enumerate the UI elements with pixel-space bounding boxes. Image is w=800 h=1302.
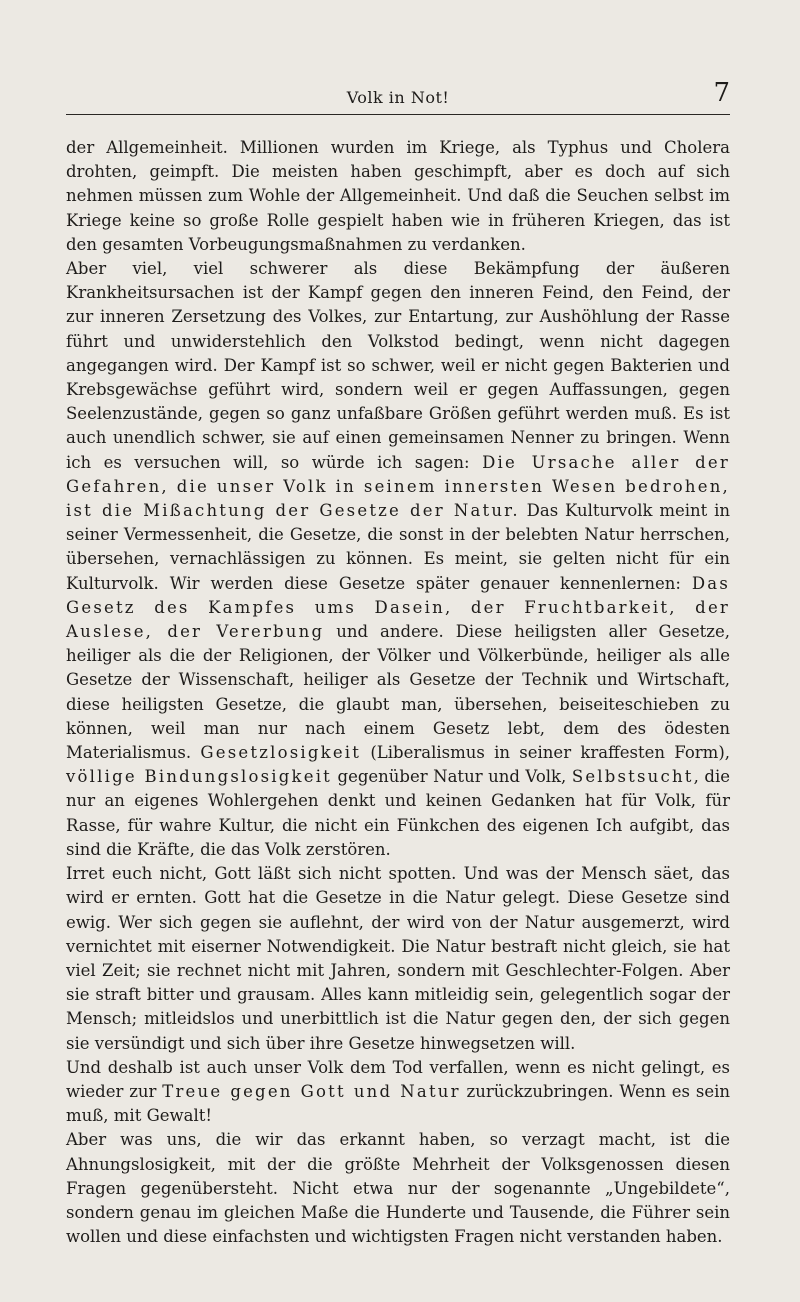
text-segment: Aber was uns, die wir das erkannt haben, so verzagt macht, ist die Ahnungslosigkeit, mit der die größte Mehrheit der Volksgenossen diesen Fragen gegenübersteht. Nicht etwa nur der sogenannte „Ungebildete“, sondern genau im gleichen Maße die Hunderte und Tausende, die Führer sein wollen und diese einfachsten und wichtigsten Fragen nicht verstanden haben. — [66, 1130, 730, 1247]
page-header — [66, 74, 730, 115]
emphasized-phrase: Treue gegen Gott und Natur — [162, 1081, 461, 1101]
body-text — [66, 136, 730, 1249]
text-segment: Das Kulturvolk meint in seiner Vermessenheit, die Gesetze, die sonst in der belebten Natur herrschen, übersehen, vernachlässigen zu können. Es meint, sie gelten nicht für ein Kulturvolk. Wir werden diese Gesetze später genauer kennenlernen: — [66, 501, 730, 593]
page-number: 7 — [713, 78, 730, 108]
running-title: Volk in Not! — [346, 88, 450, 107]
paragraph — [66, 1056, 730, 1129]
paragraph — [66, 257, 730, 862]
text-segment: gegenüber Natur und Volk, — [332, 767, 572, 787]
emphasized-phrase: völlige Bindungslosigkeit — [66, 767, 332, 787]
text-segment: Und deshalb ist auch unser Volk dem Tod verfallen, wenn es nicht gelingt, es wieder zur — [66, 1057, 730, 1101]
text-segment: zurückzubringen. Wenn es sein muß, mit Gewalt! — [66, 1081, 730, 1126]
emphasized-phrase: Selbstsucht — [571, 767, 694, 787]
paragraph — [66, 136, 730, 257]
paragraph — [66, 1128, 730, 1249]
text-segment: Irret euch nicht, Gott läßt sich nicht spotten. Und was der Mensch säet, das wird er ernten. Gott hat die Gesetze in die Natur gelegt. Diese Gesetze sind ewig. Wer sich gegen sie auflehnt, der wird von der Natur ausgemerzt, wird vernichtet mit eiserner Notwendigkeit. Die Natur bestraft nicht gleich, sie hat viel Zeit; sie rechnet nicht mit Jahren, sondern mit Geschlechter-Folgen. Aber sie straft bitter und grausam. Alles kann mitleidig sein, gelegentlich sogar der Mensch; mitleidslos und unerbittlich ist die Natur gegen den, der sich gegen sie versündigt und sich über ihre Gesetze hinwegsetzen will. — [66, 864, 730, 1053]
text-segment: , die nur an eigenes Wohlergehen denkt und keinen Gedanken hat für Volk, für Rasse, für wahre Kultur, die nicht ein Fünkchen des eigenen Ich aufgibt, das sind die Kräfte, die das Volk zerstören. — [66, 767, 730, 859]
text-segment: der Allgemeinheit. Millionen wurden im Kriege, als Typhus und Cholera drohten, geimpft. Die meisten haben geschimpft, aber es doch auf sich nehmen müssen zum Wohle der Allgemeinheit. Und daß die Seuchen selbst im Kriege keine so große Rolle gespielt haben wie in früheren Kriegen, das ist den gesamten Vorbeugungsmaßnahmen zu verdanken. — [66, 138, 730, 254]
paragraph — [66, 862, 730, 1056]
text-segment: Aber viel, viel schwerer als diese Bekämpfung der äußeren Krankheitsursachen ist der Kampf gegen den inneren Feind, den Feind, der zur inneren Zersetzung des Volkes, zur Entartung, zur Aushöhlung der Rasse führt und unwiderstehlich den Volkstod bedingt, wenn nicht dagegen angegangen wird. Der Kampf ist so schwer, weil er nicht gegen Bakterien und Krebsgewächse geführt wird, sondern weil er gegen Auffassungen, gegen Seelenzustände, gegen so ganz unfaßbare Größen geführt werden muß. Es ist auch unendlich schwer, sie auf einen gemeinsamen Nenner zu bringen. Wenn ich es versuchen will, so würde ich sagen: — [66, 259, 730, 472]
emphasized-phrase: Das Gesetz des Kampfes ums Dasein, der Fruchtbarkeit, der Auslese, der Vererbung — [66, 573, 730, 642]
emphasized-phrase: Gesetzlosigkeit — [200, 743, 362, 763]
emphasized-phrase: Die Ursache aller der Gefahren, die unser Volk in seinem innersten Wesen bedrohen, ist die Mißachtung der Gesetze der Natur. — [66, 452, 730, 521]
text-segment: (Liberalismus in seiner kraffesten Form), — [361, 743, 730, 763]
text-segment: und andere. Diese heiligsten aller Gesetze, heiliger als die der Religionen, der Völker und Völkerbünde, heiliger als alle Gesetze der Wissenschaft, heiliger als Gesetze der Technik und Wirtschaft, diese heiligsten Gesetze, die glaubt man, übersehen, beiseiteschieben zu können, weil man nur nach einem Gesetz lebt, dem des ödesten Materialismus. — [66, 622, 730, 763]
